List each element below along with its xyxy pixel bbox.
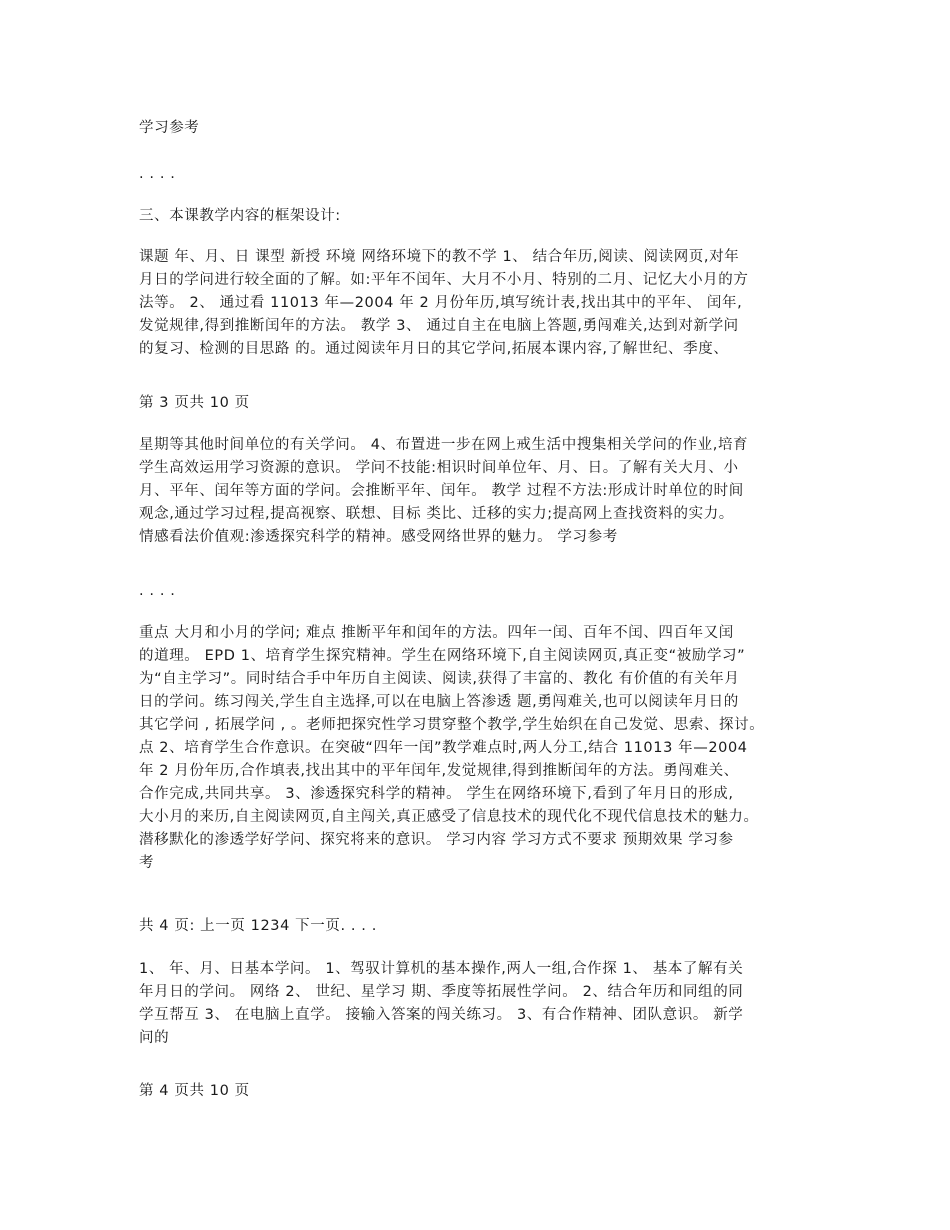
paragraph-course-design: 课题 年、月、日 课型 新授 环境 网络环境下的教不学 1、 结合年历,阅读、阅读网页,对年 月日的学问进行较全面的了解。如:平年不闰年、大月不小月、特别的二月、记忆大小月的方 法等。 2、 通过看 11013 年—2004 年 2 月份年历,填写统计表,找出其中的平年、 闰年, 发觉规律,得到推断闰年的方法。 教学 3、 通过自主在电脑上答题,勇闯难关,达到对新学问 的复习、检测的目思路 的。通过阅读年月日的其它学问,拓展本课内容,了解世纪、季度、 (139, 249, 749, 357)
paragraph-learning-content: 1、 年、月、日基本学问。 1、驾驭计算机的基本操作,两人一组,合作探 1、 基本了解有关 年月日的学问。 网络 2、 世纪、星学习 期、季度等拓展性学问。 2、结合年历和同组的同 学互帮互 3、 在电脑上直学。 接输入答案的闯关练习。 3、有合作精神、团队意识。 新学 问的 (139, 961, 744, 1046)
pagination-line: 共 4 页: 上一页 1234 下一页. . . . (139, 918, 377, 934)
ellipsis-dots: . . . . (139, 166, 176, 182)
ellipsis-dots: . . . . (139, 583, 176, 599)
page-number-footer: 第 4 页共 10 页 (139, 1083, 250, 1099)
paragraph-key-points: 重点 大月和小月的学问; 难点 推断平年和闰年的方法。四年一闰、百年不闰、四百年又闰 的道理。 EPD 1、培育学生探究精神。学生在网络环境下,自主阅读网页,真正变“被励学习” 为“自主学习”。同时结合手中年历自主阅读、阅读,获得了丰富的、教化 有价值的有关年月 日的学问。练习闯关,学生自主选择,可以在电脑上答渗透 题,勇闯难关,也可以阅读年月日的 其它学问 , 拓展学问 , 。老师把探究性学习贯穿整个教学,学生始织在自己发觉、思索、探讨。 点 2、培育学生合作意识。在突破“四年一闰”教学难点时,两人分工,结合 11013 年—2004 年 2 月份年历,合作填表,找出其中的平年闰年,发觉规律,得到推断闰年的方法。勇闯难关、 合作完成,共同共享。 3、渗透探究科学的精神。 学生在网络环境下,看到了年月日的形成, 大小月的来历,自主阅读网页,自主闯关,真正感受了信息技术的现代化不现代信息技术的魅力。 潜移默化的渗透学好学问、探究将来的意识。 学习内容 学习方式不要求 预期效果 学习参 考 (139, 625, 765, 871)
paragraph-objectives: 星期等其他时间单位的有关学问。 4、布置进一步在网上戒生活中搜集相关学问的作业,培育 学生高效运用学习资源的意识。 学问不技能:相识时间单位年、月、日。了解有关大月、小 月、平年、闰年等方面的学问。会推断平年、闰年。 教学 过程不方法:形成计时单位的时间 观念,通过学习过程,提高视察、联想、目标 类比、迁移的实力;提高网上查找资料的实力。 情感看法价值观:渗透探究科学的精神。感受网络世界的魅力。 学习参考 (139, 437, 749, 545)
page-number-footer: 第 3 页共 10 页 (139, 395, 250, 411)
section-heading: 三、本课教学内容的框架设计: (139, 208, 341, 224)
page-header-study-reference: 学习参考 (139, 120, 200, 136)
